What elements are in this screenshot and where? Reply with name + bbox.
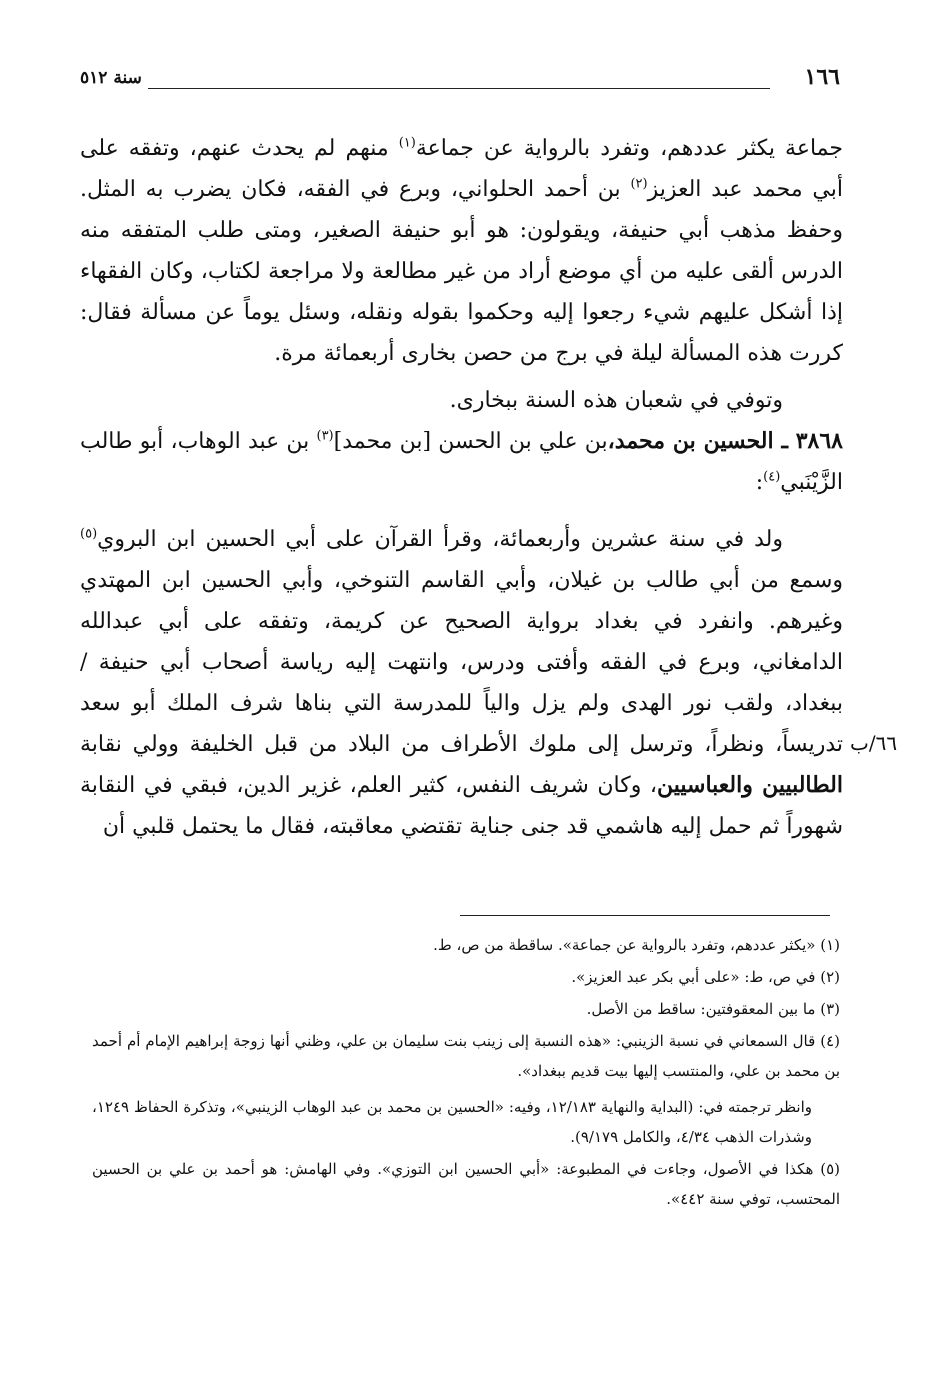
footnote-2: (٢) في ص، ط: «على أبي بكر عبد العزيز».	[571, 968, 840, 986]
footnote-ref-1: (١)	[398, 135, 416, 151]
paragraph-2: وتوفي في شعبان هذه السنة ببخارى.	[449, 388, 783, 413]
entry-title: ٣٨٦٨ ـ الحسين بن محمد،	[607, 428, 843, 454]
footnote-rule	[460, 915, 830, 916]
page-number: ١٦٦	[804, 64, 840, 90]
footnote-ref-2: (٢)	[630, 176, 648, 192]
page-header	[80, 62, 840, 96]
year-label: سنة ٥١٢	[80, 68, 142, 88]
paragraph-1: جماعة يكثر عددهم، وتفرد بالرواية عن جماعة$^{(١)}$ منهم لم يحدث عنهم، وتفقه على أبي محمد عبد العزيز$^{(٢)}$ بن أحمد الحلواني، وبرع في الفقه، فكان يضرب به المثل. وحفظ مذهب أبي حنيفة، ويقولون: هو أبو حنيفة الصغير، ومتى طلب المتفقه منه الدرس ألقى عليه من أي موضع أراد من غير مطالعة ولا مراجعة لكتاب، وكان الفقهاء إذا أشكل عليهم شيء رجعوا إليه وحكموا بقوله ونقله، وسئل يوماً عن مسألة فقال: كررت هذه المسألة ليلة في برج من حصن بخارى أربعمائة مرة.	[80, 135, 843, 366]
footnote-ref-4: (٤)	[763, 469, 781, 485]
header-rule	[148, 88, 770, 89]
footnotes	[92, 928, 840, 1214]
folio-margin-note: ٦٦/ب	[850, 731, 898, 755]
footnote-5: (٥) هكذا في الأصول، وجاءت في المطبوعة: «أبي الحسين ابن التوزي». وفي الهامش: هو أحمد بن علي بن الحسين المحتسب، توفي سنة ٤٤٢».	[92, 1160, 840, 1208]
footnote-4: (٤) قال السمعاني في نسبة الزينبي: «هذه النسبة إلى زينب بنت سليمان بن علي، وظني أنها زوجة إبراهيم الإمام أم أحمد بن محمد بن علي، والمنتسب إليها بيت قديم ببغداد».	[92, 1032, 840, 1080]
main-text	[80, 128, 843, 847]
footnote-1: (١) «يكثر عددهم، وتفرد بالرواية عن جماعة». ساقطة من ص، ط.	[433, 936, 840, 954]
paragraph-3: ولد في سنة عشرين وأربعمائة، وقرأ القرآن على أبي الحسين ابن البروي$^{(٥)}$ وسمع من أبي طالب بن غيلان، وأبي القاسم التنوخي، وأبي الحسين ابن المهتدي وغيرهم. وانفرد في بغداد برواية الصحيح عن كريمة، وتفقه على أبي عبدالله الدامغاني، وبرع في الفقه وأفتى ودرس، وانتهت إليه رياسة أصحاب أبي حنيفة / ببغداد، ولقب نور الهدى ولم يزل والياً للمدرسة التي بناها شرف الملك أبو سعد تدريساً، ونظراً، وترسل إلى ملوك الأطراف من البلاد من قبل الخليفة وولي نقابة الطالبيين والعباسيين، وكان شريف النفس، كثير العلم، غزير الدين، فبقي في النقابة شهوراً ثم حمل إليه هاشمي قد جنى جناية تقتضي معاقبته، فقال ما يحتمل قلبي أن	[80, 526, 843, 839]
footnote-ref-3: (٣)	[316, 428, 334, 444]
entry-heading: ٣٨٦٨ ـ الحسين بن محمد،بن علي بن الحسن [بن محمد]$^{(٣)}$ بن عبد الوهاب، أبو طالب الزَّيْنَبي$^{(٤)}$:	[80, 428, 843, 495]
footnote-3: (٣) ما بين المعقوفتين: ساقط من الأصل.	[586, 1000, 840, 1018]
footnote-4-continuation: وانظر ترجمته في: (البداية والنهاية ١٢/١٨٣، وفيه: «الحسين بن محمد بن عبد الوهاب الزينبي»، وتذكرة الحفاظ ١٢٤٩، وشذرات الذهب ٤/٣٤، والكامل ٩/١٧٩).	[92, 1098, 813, 1146]
bold-phrase: الطالبيين والعباسيين	[657, 772, 843, 798]
footnote-ref-5: (٥)	[80, 526, 98, 542]
